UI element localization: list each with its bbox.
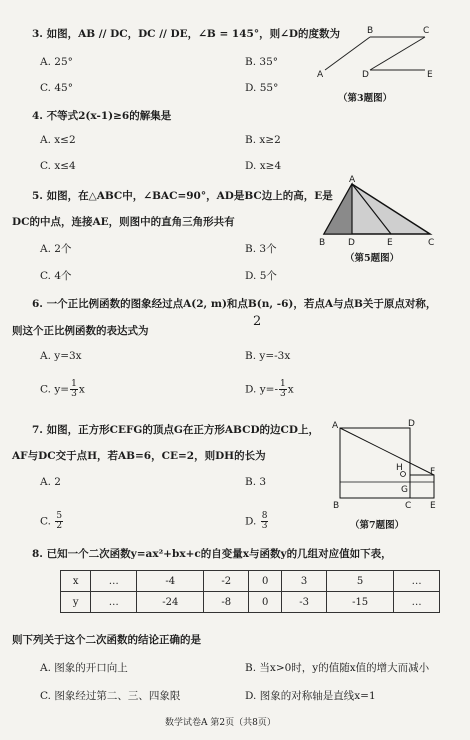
q5-option-c: C. 4个 bbox=[40, 270, 72, 282]
table-row bbox=[61, 571, 440, 592]
q3-label-e: E bbox=[427, 70, 433, 80]
q3-option-c: C. 45° bbox=[40, 82, 73, 94]
q8-prompt: 则下列关于这个二次函数的结论正确的是 bbox=[12, 634, 201, 646]
q4-option-d: D. x≥4 bbox=[245, 160, 282, 172]
q3-label-a: A bbox=[317, 70, 324, 80]
q3-label-d: D bbox=[362, 70, 369, 80]
q4-stem: 4. 不等式2(x-1)≥6的解集是 bbox=[32, 110, 172, 122]
q7-label-h: H bbox=[396, 463, 403, 473]
q7-option-d: D. $\frac{8}{3}$ bbox=[245, 511, 268, 531]
q7-label-d: D bbox=[408, 419, 415, 429]
q7-label-f: F bbox=[430, 467, 436, 477]
q3-option-d: D. 55° bbox=[245, 82, 279, 94]
q3-option-a: A. 25° bbox=[40, 56, 73, 68]
q8-value-table bbox=[60, 570, 440, 613]
q4-option-a: A. x≤2 bbox=[40, 134, 76, 146]
q7-option-a: A. 2 bbox=[40, 476, 61, 488]
q5-stem-line2: DC的中点，连接AE，则图中的直角三角形共有 bbox=[12, 216, 235, 228]
q5-label-d: D bbox=[348, 238, 355, 248]
q7-stem-line1: 7. 如图，正方形CEFG的顶点G在正方形ABCD的边CD上， bbox=[32, 424, 320, 436]
q7-option-c: C. $\frac{5}{2}$ bbox=[40, 511, 63, 531]
q8-stem: 8. 已知一个二次函数y=ax²+bx+c的自变量x与函数y的几组对应值如下表， bbox=[32, 548, 392, 560]
q7-label-c: C bbox=[405, 501, 412, 511]
q7-option-b: B. 3 bbox=[245, 476, 267, 488]
q8-option-c: C. 图象经过第二、三、四象限 bbox=[40, 690, 181, 702]
table-cell: -8 bbox=[204, 592, 249, 613]
q8-option-b: B. 当x>0时，y的值随x值的增大而减小 bbox=[245, 662, 430, 674]
q7-figure bbox=[330, 420, 440, 515]
q4-option-b: B. x≥2 bbox=[245, 134, 281, 146]
table-cell: y bbox=[61, 592, 91, 613]
q5-label-e: E bbox=[387, 238, 393, 248]
q5-figure-caption: （第5题图） bbox=[345, 253, 400, 264]
q6-stem-line1: 6. 一个正比例函数的图象经过点A(2, m)和点B(n, -6)，若点A与点B关于原点对称， bbox=[32, 298, 437, 310]
q7-label-a: A bbox=[332, 421, 339, 431]
table-cell: … bbox=[91, 592, 137, 613]
q7-figure-caption: （第7题图） bbox=[350, 520, 405, 531]
table-cell: … bbox=[394, 592, 440, 613]
q3-option-b: B. 35° bbox=[245, 56, 279, 68]
table-cell: 0 bbox=[249, 592, 282, 613]
table-cell: … bbox=[394, 571, 440, 592]
q5-label-b: B bbox=[319, 238, 326, 248]
q6-stem-line2: 则这个正比例函数的表达式为 bbox=[12, 325, 149, 337]
table-cell: 5 bbox=[327, 571, 394, 592]
q5-option-a: A. 2个 bbox=[40, 243, 72, 255]
table-cell: -15 bbox=[327, 592, 394, 613]
q3-figure-caption: （第3题图） bbox=[338, 93, 393, 104]
table-row bbox=[61, 592, 440, 613]
q5-figure bbox=[318, 175, 438, 248]
page-footer: 数学试卷A 第2页（共8页） bbox=[165, 718, 276, 728]
q7-label-g: G bbox=[401, 485, 408, 495]
table-cell: -24 bbox=[137, 592, 204, 613]
q7-label-b: B bbox=[333, 501, 340, 511]
q3-label-c: C bbox=[423, 26, 430, 36]
q3-figure bbox=[315, 25, 445, 90]
table-cell: -2 bbox=[204, 571, 249, 592]
q5-option-d: D. 5个 bbox=[245, 270, 277, 282]
table-cell: -3 bbox=[282, 592, 327, 613]
q7-label-e: E bbox=[430, 501, 436, 511]
q5-stem-line1: 5. 如图，在△ABC中，∠BAC=90°，AD是BC边上的高，E是 bbox=[32, 190, 333, 202]
table-cell: 3 bbox=[282, 571, 327, 592]
q7-stem-line2: AF与DC交于点H，若AB=6，CE=2，则DH的长为 bbox=[12, 450, 266, 462]
q6-option-b: B. y=-3x bbox=[245, 350, 291, 362]
q6-option-a: A. y=3x bbox=[40, 350, 82, 362]
q6-option-c: C. y= $\frac{1}{3}$ x bbox=[40, 379, 85, 399]
q6-option-d: D. y=- $\frac{1}{3}$ x bbox=[245, 379, 294, 399]
q3-label-b: B bbox=[367, 26, 374, 36]
q5-label-a: A bbox=[349, 175, 356, 185]
table-cell: -4 bbox=[137, 571, 204, 592]
q3-stem: 3. 如图，AB // DC，DC // DE，∠B = 145°，则∠D的度数为 bbox=[32, 28, 340, 40]
q4-option-c: C. x≤4 bbox=[40, 160, 76, 172]
q8-option-a: A. 图象的开口向上 bbox=[40, 662, 128, 674]
q6-handwritten-mark: 2 bbox=[253, 314, 262, 329]
q5-label-c: C bbox=[428, 238, 435, 248]
q5-option-b: B. 3个 bbox=[245, 243, 277, 255]
q8-option-d: D. 图象的对称轴是直线x=1 bbox=[245, 690, 376, 702]
table-cell: … bbox=[91, 571, 137, 592]
table-cell: 0 bbox=[249, 571, 282, 592]
table-cell: x bbox=[61, 571, 91, 592]
